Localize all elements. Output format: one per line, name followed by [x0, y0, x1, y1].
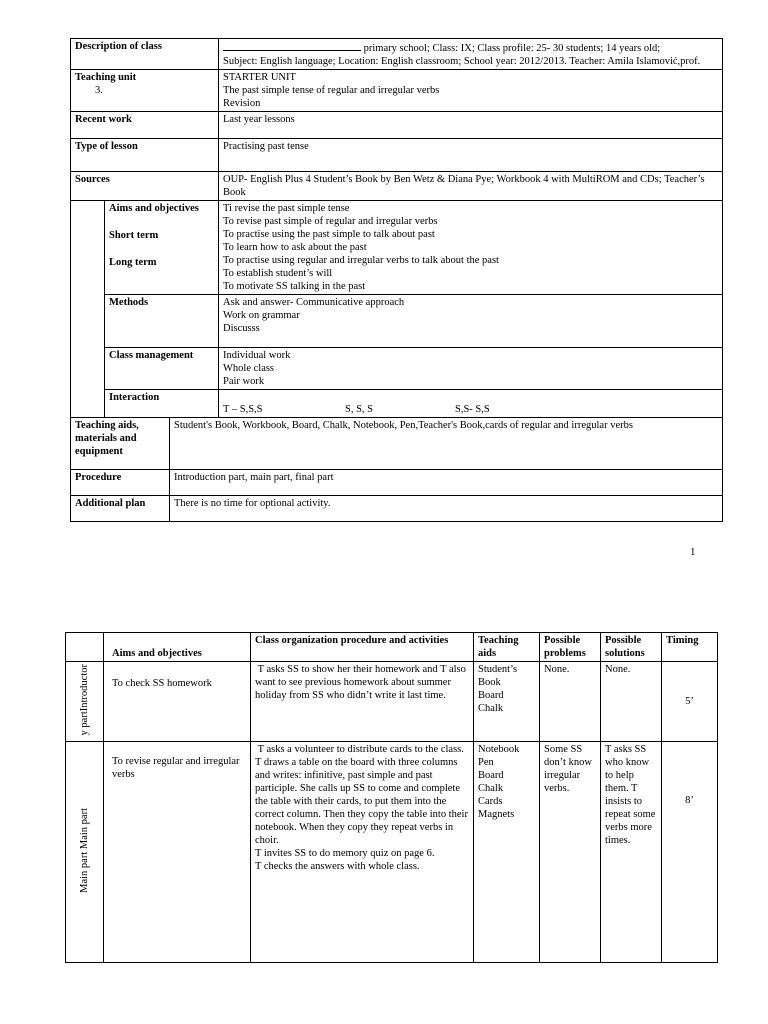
method-line: Work on grammar	[223, 310, 300, 321]
header-problems: Possible problems	[540, 633, 601, 662]
activity-aim: To check SS homework	[104, 662, 251, 742]
teaching-aids-value: Student's Book, Workbook, Board, Chalk, Notebook, Pen,Teacher's Book,cards of regular and irregular verbs	[170, 418, 723, 470]
aim-line: To practise using the past simple to talk about past	[223, 229, 435, 240]
row-lesson-type	[71, 139, 723, 172]
sources-value: OUP- English Plus 4 Student’s Book by Ben Wetz & Diana Pye; Workbook 4 with MultiROM and CDs; Teacher’s Book	[219, 172, 723, 201]
aim-line: To learn how to ask about the past	[223, 242, 367, 253]
header-aims: Aims and objectives	[104, 633, 251, 662]
aims-label-cell	[105, 201, 219, 295]
teaching-unit-line: The past simple tense of regular and irregular verbs	[223, 85, 440, 96]
description-line1: primary school; Class: IX; Class profile: 25- 30 students; 14 years old;	[363, 43, 661, 54]
blank-margin-cell	[71, 201, 105, 418]
lesson-type-label: Type of lesson	[71, 139, 219, 172]
row-interaction	[71, 390, 723, 418]
aid-line: Cards	[478, 796, 503, 807]
additional-plan-value: There is no time for optional activity.	[170, 496, 723, 522]
sources-label: Sources	[71, 172, 219, 201]
row-teaching-aids	[71, 418, 723, 470]
aim-line: To establish student’s will	[223, 268, 333, 279]
class-management-label: Class management	[105, 348, 219, 390]
short-term-label: Short term	[109, 230, 159, 241]
row-recent-work	[71, 112, 723, 139]
aid-line: Board	[478, 690, 504, 701]
methods-label: Methods	[105, 295, 219, 348]
part-label: y partIntroductor	[79, 663, 90, 736]
row-class-management	[71, 348, 723, 390]
aims-value	[219, 201, 723, 295]
teaching-unit-line: Revision	[223, 98, 261, 109]
aim-line: Ti revise the past simple tense	[223, 203, 350, 214]
lesson-plan-table	[70, 38, 723, 522]
activity-aim: To revise regular and irregular verbs	[104, 742, 251, 963]
aid-line: Chalk	[478, 783, 504, 794]
activity-solution: T asks SS who know to help them. T insists to repeat some verbs more times.	[601, 742, 662, 963]
recent-work-label: Recent work	[71, 112, 219, 139]
interaction-item: T – S,S,S	[223, 404, 263, 415]
row-methods	[71, 295, 723, 348]
method-line: Ask and answer- Communicative approach	[223, 297, 405, 308]
header-part	[66, 633, 104, 662]
header-timing: Timing	[662, 633, 718, 662]
activity-row	[66, 662, 718, 742]
aim-line: To practise using regular and irregular verbs to talk about the past	[223, 255, 499, 266]
header-solutions: Possible solutions	[601, 633, 662, 662]
row-additional-plan	[71, 496, 723, 522]
header-aids: Teaching aids	[474, 633, 540, 662]
row-aims	[71, 201, 723, 295]
part-label: Main part Main part	[79, 807, 90, 893]
aid-line: Magnets	[478, 809, 515, 820]
class-management-line: Individual work	[223, 350, 291, 361]
aid-line: Board	[478, 770, 504, 781]
description-label: Description of class	[71, 39, 219, 70]
recent-work-value: Last year lessons	[219, 112, 723, 139]
aid-line: Notebook	[478, 744, 520, 755]
teaching-unit-number: 3.	[95, 85, 103, 96]
interaction-item: S,S- S,S	[455, 404, 490, 415]
class-management-line: Pair work	[223, 376, 265, 387]
activity-problem: None.	[540, 662, 601, 742]
row-procedure	[71, 470, 723, 496]
school-name-blank	[223, 40, 361, 51]
teaching-unit-cell	[71, 70, 219, 112]
teaching-aids-label: Teaching aids, materials and equipment	[71, 418, 170, 470]
methods-value	[219, 295, 723, 348]
aid-line: Chalk	[478, 703, 504, 714]
interaction-label: Interaction	[105, 390, 219, 418]
activity-aids	[474, 662, 540, 742]
lesson-type-value: Practising past tense	[219, 139, 723, 172]
aim-line: To revise past simple of regular and irregular verbs	[223, 216, 438, 227]
aims-label: Aims and objectives	[109, 203, 199, 214]
method-line: Discusss	[223, 323, 260, 334]
class-management-line: Whole class	[223, 363, 275, 374]
activity-aids	[474, 742, 540, 963]
teaching-unit-label: Teaching unit	[75, 72, 137, 83]
description-line2: Subject: English language; Location: English classroom; School year: 2012/2013. Teacher: Amila Islamović,prof.	[223, 56, 701, 67]
activity-solution: None.	[601, 662, 662, 742]
long-term-label: Long term	[109, 257, 157, 268]
aid-line: Student’s Book	[478, 664, 518, 688]
activity-timing: 5’	[662, 662, 718, 742]
procedure-label: Procedure	[71, 470, 170, 496]
row-sources	[71, 172, 723, 201]
row-description	[71, 39, 723, 70]
part-label-cell	[66, 742, 104, 963]
activity-procedure: T asks SS to show her their homework and T also want to see previous homework about summer holiday from SS who didn’t write it last time.	[251, 662, 474, 742]
activities-table	[65, 632, 718, 963]
activity-procedure: T asks a volunteer to distribute cards to the class. T draws a table on the board with three columns and writes: infinitive, past simple and past participle. She calls up SS to come and complete the table with their cards, to put them into the correct column. Then they copy the table into their notebook. When they copy they repeat verbs in choir. T invites SS to do memory quiz on page 6. T checks the answers with whole class.	[251, 742, 474, 963]
teaching-unit-value	[219, 70, 723, 112]
aid-line: Pen	[478, 757, 494, 768]
part-label-cell	[66, 662, 104, 742]
page-number: 1	[690, 546, 696, 558]
additional-plan-label: Additional plan	[71, 496, 170, 522]
interaction-value	[219, 390, 723, 418]
activity-row	[66, 742, 718, 963]
class-management-value	[219, 348, 723, 390]
row-teaching-unit	[71, 70, 723, 112]
aim-line: To motivate SS talking in the past	[223, 281, 366, 292]
header-procedure: Class organization procedure and activities	[251, 633, 474, 662]
procedure-value: Introduction part, main part, final part	[170, 470, 723, 496]
activity-problem: Some SS don’t know irregular verbs.	[540, 742, 601, 963]
activity-timing: 8’	[662, 742, 718, 963]
teaching-unit-line: STARTER UNIT	[223, 72, 296, 83]
activities-header-row	[66, 633, 718, 662]
interaction-item: S, S, S	[345, 404, 374, 415]
description-value	[219, 39, 723, 70]
